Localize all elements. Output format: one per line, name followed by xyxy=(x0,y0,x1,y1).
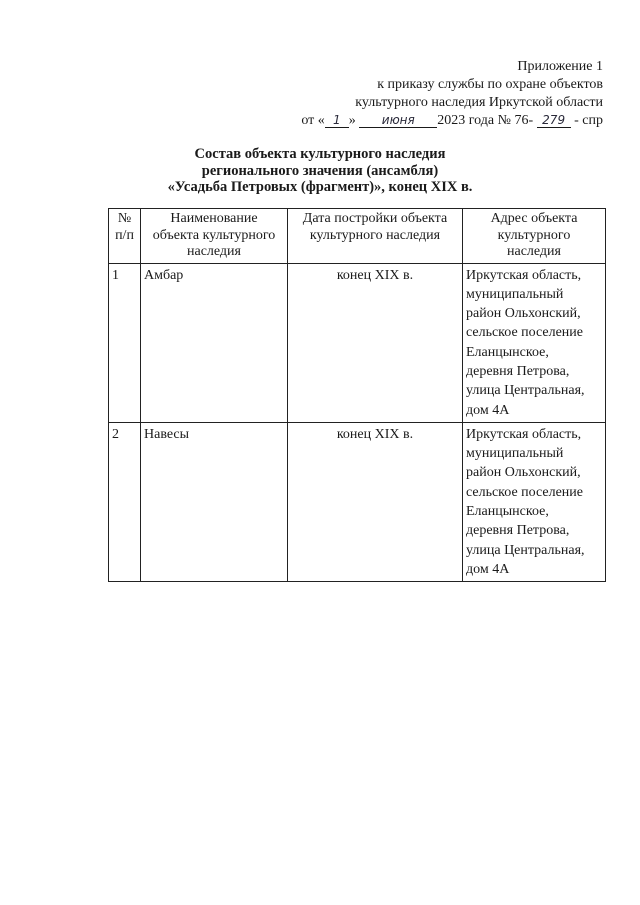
appendix-header xyxy=(301,58,603,130)
object-address: Иркутская область, муниципальный район Ольхонский, сельское поселение Еланцынское, деревня Петрова, улица Центральная, дом 4А xyxy=(463,422,606,581)
construction-date: конец XIX в. xyxy=(288,422,463,581)
title-line-1: Состав объекта культурного наследия xyxy=(194,146,446,162)
document-title xyxy=(0,146,640,196)
row-number: 2 xyxy=(109,422,141,581)
header-name: Наименование объекта культурного наследия xyxy=(141,209,288,264)
agency-line: культурного наследия Иркутской области xyxy=(355,95,603,110)
order-month-handwritten: июня xyxy=(359,113,437,128)
table-row xyxy=(109,422,606,581)
header-construction-date: Дата постройки объекта культурного наследия xyxy=(288,209,463,264)
title-line-3: «Усадьба Петровых (фрагмент)», конец XIX в. xyxy=(167,179,473,195)
order-reference-line: к приказу службы по охране объектов xyxy=(377,77,603,92)
order-year-text: 2023 года № 76- xyxy=(437,113,534,128)
object-address: Иркутская область, муниципальный район Ольхонский, сельское поселение Еланцынское, деревня Петрова, улица Центральная, дом 4А xyxy=(463,263,606,422)
table-row xyxy=(109,263,606,422)
order-suffix: - спр xyxy=(574,113,603,128)
construction-date: конец XIX в. xyxy=(288,263,463,422)
object-name: Навесы xyxy=(141,422,288,581)
appendix-title: Приложение 1 xyxy=(517,59,603,74)
order-date-prefix: от « xyxy=(301,113,325,128)
header-number: № п/п xyxy=(109,209,141,264)
object-name: Амбар xyxy=(141,263,288,422)
heritage-objects-table xyxy=(108,208,606,582)
order-number-handwritten: 279 xyxy=(537,113,571,128)
header-address: Адрес объекта культурного наследия xyxy=(463,209,606,264)
row-number: 1 xyxy=(109,263,141,422)
order-day-handwritten: 1 xyxy=(325,113,349,128)
order-day-suffix: » xyxy=(348,113,356,128)
table-header-row xyxy=(109,209,606,264)
title-line-2: регионального значения (ансамбля) xyxy=(201,162,439,179)
order-date-number-line xyxy=(301,112,603,130)
